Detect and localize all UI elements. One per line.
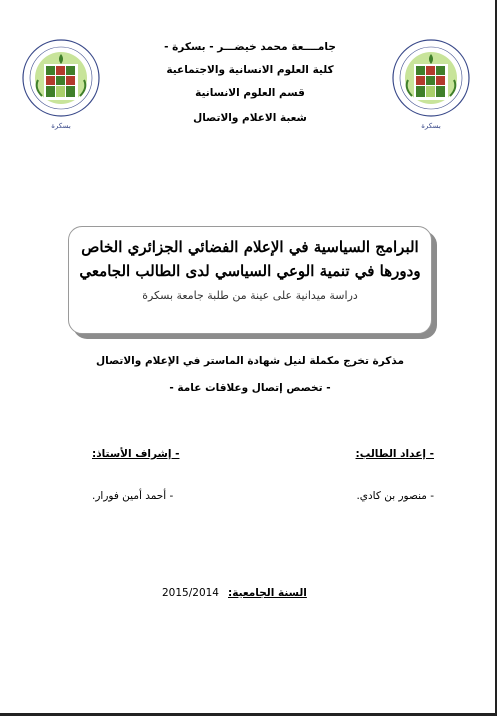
title-box <box>68 226 432 334</box>
university-logo-left <box>20 34 102 140</box>
branch-name: شعبة الاعلام والاتصال <box>193 112 307 124</box>
memo-degree-line: مذكرة تخرج مكملة لنيل شهادة الماستر في الإعلام والاتصال <box>96 355 404 367</box>
logo-caption-left: بسكرة <box>51 122 71 130</box>
memo-description <box>60 354 440 408</box>
logo-caption-right: بسكرة <box>421 122 441 130</box>
student-name: - منصور بن كادي. <box>356 490 434 502</box>
faculty-name: كلية العلوم الانسانية والاجتماعية <box>166 64 334 76</box>
institution-header <box>120 42 380 136</box>
student-label: - إعداد الطالب: <box>355 448 434 460</box>
university-name: جامــــعة محمد خيضـــر - بسكرة - <box>164 41 336 53</box>
thesis-subtitle: دراسة ميدانية على عينة من طلبة جامعة بسكرة <box>142 289 358 302</box>
academic-year-value: 2015/2014 <box>162 587 219 599</box>
university-logo-right <box>390 34 472 140</box>
memo-specialty-line: - تخصص إتصال وعلاقات عامة - <box>169 382 331 394</box>
supervisor-name: - أحمد أمين فورار. <box>92 490 174 502</box>
academic-year-label: السنة الجامعية: <box>228 587 307 599</box>
department-name: قسم العلوم الانسانية <box>195 87 305 99</box>
thesis-title: البرامج السياسية في الإعلام الفضائي الجزائري الخاص ودورها في تنمية الوعي السياسي لدى الطالب الجامعي <box>79 238 421 280</box>
supervisor-label: - إشراف الأستاذ: <box>92 448 180 460</box>
